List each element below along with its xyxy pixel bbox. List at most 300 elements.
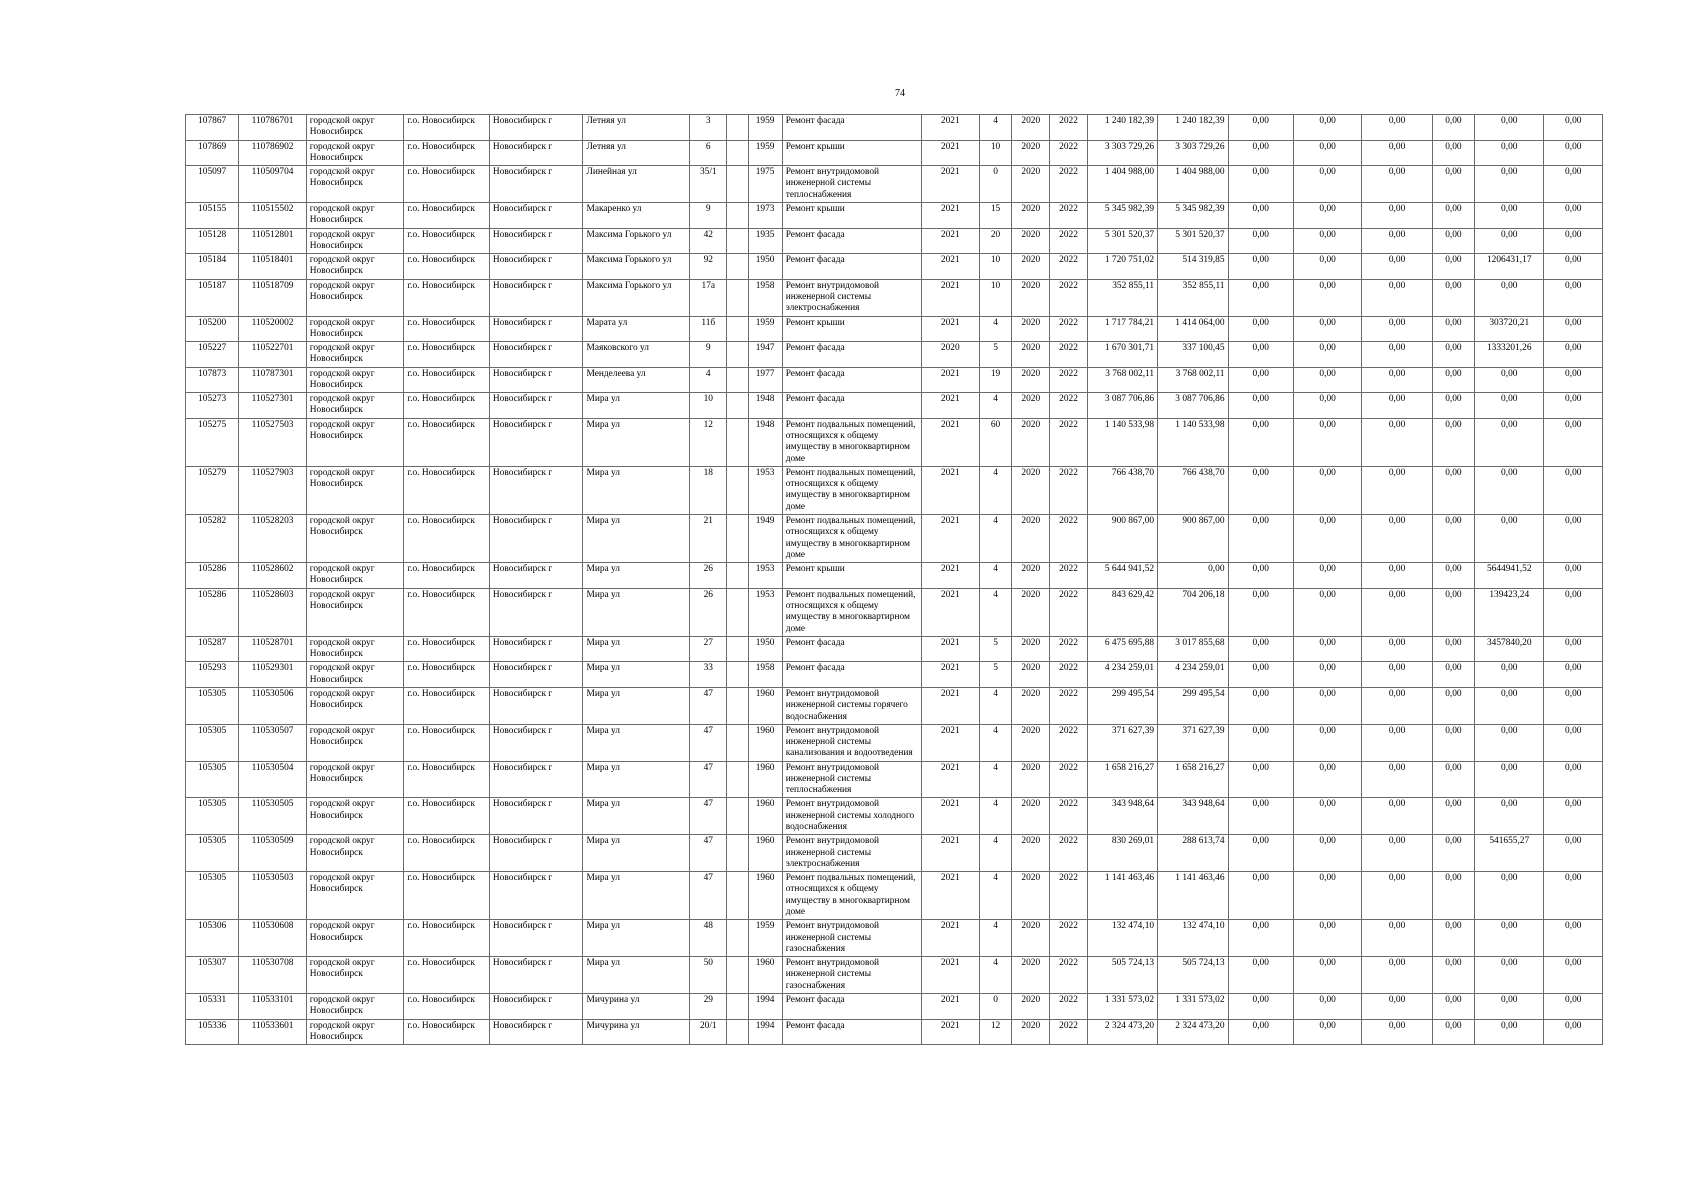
local-cell: 0,00 xyxy=(1362,316,1432,342)
house-number-cell: 6 xyxy=(690,140,727,166)
federal-cell: 0,00 xyxy=(1228,872,1293,920)
locality-cell: Новосибирск г xyxy=(489,316,583,342)
owners-cell: 0,00 xyxy=(1432,835,1474,872)
building-cell xyxy=(727,993,748,1019)
street-cell: Макаренко ул xyxy=(583,202,690,228)
year-built-cell: 1960 xyxy=(748,724,782,761)
locality-cell: Новосибирск г xyxy=(489,115,583,141)
end-year-cell: 2022 xyxy=(1050,515,1087,563)
work-type-cell: Ремонт фасада xyxy=(782,115,921,141)
house-id-cell: 105128 xyxy=(186,228,239,254)
building-cell xyxy=(727,342,748,368)
work-id-cell: 110786902 xyxy=(239,140,306,166)
house-id-cell: 105227 xyxy=(186,342,239,368)
year-built-cell: 1953 xyxy=(748,588,782,636)
settlement-cell: г.о. Новосибирск xyxy=(404,140,490,166)
table-row xyxy=(186,367,1603,393)
federal-cell: 0,00 xyxy=(1228,115,1293,141)
start-year-cell: 2020 xyxy=(1012,140,1050,166)
locality-cell: Новосибирск г xyxy=(489,228,583,254)
locality-cell: Новосибирск г xyxy=(489,166,583,203)
locality-cell: Новосибирск г xyxy=(489,872,583,920)
settlement-cell: г.о. Новосибирск xyxy=(404,316,490,342)
total-cost-cell: 830 269,01 xyxy=(1087,835,1157,872)
locality-cell: Новосибирск г xyxy=(489,342,583,368)
last-cell: 0,00 xyxy=(1544,228,1603,254)
house-number-cell: 27 xyxy=(690,636,727,662)
settlement-cell: г.о. Новосибирск xyxy=(404,515,490,563)
year-built-cell: 1960 xyxy=(748,687,782,724)
percent-cell: 10 xyxy=(979,140,1011,166)
house-number-cell: 92 xyxy=(690,254,727,280)
house-number-cell: 26 xyxy=(690,588,727,636)
house-id-cell: 105097 xyxy=(186,166,239,203)
federal-cell: 0,00 xyxy=(1228,588,1293,636)
percent-cell: 10 xyxy=(979,279,1011,316)
end-year-cell: 2022 xyxy=(1050,636,1087,662)
percent-cell: 0 xyxy=(979,166,1011,203)
end-year-cell: 2022 xyxy=(1050,166,1087,203)
locality-cell: Новосибирск г xyxy=(489,761,583,798)
street-cell: Максима Горького ул xyxy=(583,279,690,316)
end-year-cell: 2022 xyxy=(1050,957,1087,994)
plan-year-cell: 2021 xyxy=(921,228,979,254)
settlement-cell: г.о. Новосибирск xyxy=(404,202,490,228)
owners-cell: 0,00 xyxy=(1432,393,1474,419)
other-cell: 0,00 xyxy=(1475,872,1544,920)
local-cell: 0,00 xyxy=(1362,662,1432,688)
local-cell: 0,00 xyxy=(1362,342,1432,368)
table-row xyxy=(186,761,1603,798)
federal-cell: 0,00 xyxy=(1228,835,1293,872)
street-cell: Мира ул xyxy=(583,835,690,872)
settlement-cell: г.о. Новосибирск xyxy=(404,1019,490,1045)
end-year-cell: 2022 xyxy=(1050,393,1087,419)
work-type-cell: Ремонт внутридомовой инженерной системы электроснабжения xyxy=(782,279,921,316)
work-id-cell: 110528701 xyxy=(239,636,306,662)
total-cost-cell: 1 717 784,21 xyxy=(1087,316,1157,342)
street-cell: Летняя ул xyxy=(583,140,690,166)
end-year-cell: 2022 xyxy=(1050,279,1087,316)
end-year-cell: 2022 xyxy=(1050,316,1087,342)
work-id-cell: 110530509 xyxy=(239,835,306,872)
work-type-cell: Ремонт крыши xyxy=(782,563,921,589)
work-type-cell: Ремонт фасада xyxy=(782,367,921,393)
locality-cell: Новосибирск г xyxy=(489,798,583,835)
end-year-cell: 2022 xyxy=(1050,993,1087,1019)
federal-cell: 0,00 xyxy=(1228,228,1293,254)
street-cell: Менделеева ул xyxy=(583,367,690,393)
other-cell: 0,00 xyxy=(1475,418,1544,466)
regional-cell: 0,00 xyxy=(1293,687,1361,724)
total-cost-cell: 4 234 259,01 xyxy=(1087,662,1157,688)
other-cell: 1206431,17 xyxy=(1475,254,1544,280)
house-number-cell: 3 xyxy=(690,115,727,141)
table-row xyxy=(186,687,1603,724)
work-id-cell: 110533101 xyxy=(239,993,306,1019)
local-cell: 0,00 xyxy=(1362,393,1432,419)
regional-cell: 0,00 xyxy=(1293,957,1361,994)
last-cell: 0,00 xyxy=(1544,687,1603,724)
fund-cost-cell: 5 345 982,39 xyxy=(1158,202,1228,228)
house-number-cell: 11б xyxy=(690,316,727,342)
building-cell xyxy=(727,687,748,724)
fund-cost-cell: 1 658 216,27 xyxy=(1158,761,1228,798)
locality-cell: Новосибирск г xyxy=(489,687,583,724)
end-year-cell: 2022 xyxy=(1050,687,1087,724)
last-cell: 0,00 xyxy=(1544,662,1603,688)
plan-year-cell: 2021 xyxy=(921,367,979,393)
total-cost-cell: 1 670 301,71 xyxy=(1087,342,1157,368)
table-body xyxy=(186,115,1603,1045)
last-cell: 0,00 xyxy=(1544,563,1603,589)
locality-cell: Новосибирск г xyxy=(489,588,583,636)
work-type-cell: Ремонт фасада xyxy=(782,254,921,280)
total-cost-cell: 1 658 216,27 xyxy=(1087,761,1157,798)
year-built-cell: 1959 xyxy=(748,140,782,166)
plan-year-cell: 2021 xyxy=(921,588,979,636)
regional-cell: 0,00 xyxy=(1293,636,1361,662)
municipality-cell: городской округ Новосибирск xyxy=(306,367,404,393)
municipality-cell: городской округ Новосибирск xyxy=(306,724,404,761)
work-type-cell: Ремонт внутридомовой инженерной системы теплоснабжения xyxy=(782,761,921,798)
last-cell: 0,00 xyxy=(1544,872,1603,920)
other-cell: 303720,21 xyxy=(1475,316,1544,342)
settlement-cell: г.о. Новосибирск xyxy=(404,636,490,662)
other-cell: 0,00 xyxy=(1475,228,1544,254)
fund-cost-cell: 132 474,10 xyxy=(1158,920,1228,957)
work-id-cell: 110528203 xyxy=(239,515,306,563)
work-id-cell: 110509704 xyxy=(239,166,306,203)
building-cell xyxy=(727,636,748,662)
owners-cell: 0,00 xyxy=(1432,761,1474,798)
last-cell: 0,00 xyxy=(1544,418,1603,466)
building-cell xyxy=(727,254,748,280)
start-year-cell: 2020 xyxy=(1012,636,1050,662)
work-type-cell: Ремонт фасада xyxy=(782,636,921,662)
start-year-cell: 2020 xyxy=(1012,393,1050,419)
owners-cell: 0,00 xyxy=(1432,202,1474,228)
end-year-cell: 2022 xyxy=(1050,872,1087,920)
municipality-cell: городской округ Новосибирск xyxy=(306,418,404,466)
end-year-cell: 2022 xyxy=(1050,254,1087,280)
work-id-cell: 110529301 xyxy=(239,662,306,688)
house-number-cell: 20/1 xyxy=(690,1019,727,1045)
municipality-cell: городской округ Новосибирск xyxy=(306,920,404,957)
work-id-cell: 110530505 xyxy=(239,798,306,835)
percent-cell: 4 xyxy=(979,872,1011,920)
building-cell xyxy=(727,418,748,466)
building-cell xyxy=(727,367,748,393)
house-id-cell: 105286 xyxy=(186,588,239,636)
plan-year-cell: 2021 xyxy=(921,1019,979,1045)
house-id-cell: 105336 xyxy=(186,1019,239,1045)
percent-cell: 4 xyxy=(979,466,1011,514)
work-id-cell: 110530708 xyxy=(239,957,306,994)
table-row xyxy=(186,588,1603,636)
federal-cell: 0,00 xyxy=(1228,515,1293,563)
house-id-cell: 105273 xyxy=(186,393,239,419)
building-cell xyxy=(727,279,748,316)
work-type-cell: Ремонт внутридомовой инженерной системы горячего водоснабжения xyxy=(782,687,921,724)
end-year-cell: 2022 xyxy=(1050,798,1087,835)
locality-cell: Новосибирск г xyxy=(489,957,583,994)
start-year-cell: 2020 xyxy=(1012,367,1050,393)
regional-cell: 0,00 xyxy=(1293,920,1361,957)
owners-cell: 0,00 xyxy=(1432,687,1474,724)
local-cell: 0,00 xyxy=(1362,563,1432,589)
federal-cell: 0,00 xyxy=(1228,662,1293,688)
last-cell: 0,00 xyxy=(1544,1019,1603,1045)
year-built-cell: 1950 xyxy=(748,636,782,662)
building-cell xyxy=(727,140,748,166)
house-number-cell: 48 xyxy=(690,920,727,957)
federal-cell: 0,00 xyxy=(1228,920,1293,957)
house-id-cell: 105307 xyxy=(186,957,239,994)
owners-cell: 0,00 xyxy=(1432,254,1474,280)
locality-cell: Новосибирск г xyxy=(489,993,583,1019)
start-year-cell: 2020 xyxy=(1012,515,1050,563)
last-cell: 0,00 xyxy=(1544,515,1603,563)
start-year-cell: 2020 xyxy=(1012,1019,1050,1045)
start-year-cell: 2020 xyxy=(1012,761,1050,798)
owners-cell: 0,00 xyxy=(1432,342,1474,368)
table-row xyxy=(186,316,1603,342)
work-id-cell: 110518401 xyxy=(239,254,306,280)
last-cell: 0,00 xyxy=(1544,920,1603,957)
total-cost-cell: 3 087 706,86 xyxy=(1087,393,1157,419)
house-id-cell: 105184 xyxy=(186,254,239,280)
other-cell: 0,00 xyxy=(1475,687,1544,724)
house-id-cell: 107869 xyxy=(186,140,239,166)
locality-cell: Новосибирск г xyxy=(489,1019,583,1045)
street-cell: Максима Горького ул xyxy=(583,228,690,254)
street-cell: Мира ул xyxy=(583,662,690,688)
plan-year-cell: 2021 xyxy=(921,920,979,957)
settlement-cell: г.о. Новосибирск xyxy=(404,342,490,368)
owners-cell: 0,00 xyxy=(1432,724,1474,761)
municipality-cell: городской округ Новосибирск xyxy=(306,687,404,724)
street-cell: Мичурина ул xyxy=(583,1019,690,1045)
year-built-cell: 1975 xyxy=(748,166,782,203)
locality-cell: Новосибирск г xyxy=(489,140,583,166)
work-type-cell: Ремонт подвальных помещений, относящихся к общему имуществу в многоквартирном доме xyxy=(782,872,921,920)
last-cell: 0,00 xyxy=(1544,342,1603,368)
start-year-cell: 2020 xyxy=(1012,872,1050,920)
federal-cell: 0,00 xyxy=(1228,466,1293,514)
local-cell: 0,00 xyxy=(1362,798,1432,835)
total-cost-cell: 1 404 988,00 xyxy=(1087,166,1157,203)
work-id-cell: 110520002 xyxy=(239,316,306,342)
other-cell: 541655,27 xyxy=(1475,835,1544,872)
house-number-cell: 47 xyxy=(690,798,727,835)
total-cost-cell: 1 240 182,39 xyxy=(1087,115,1157,141)
plan-year-cell: 2021 xyxy=(921,993,979,1019)
year-built-cell: 1959 xyxy=(748,316,782,342)
plan-year-cell: 2021 xyxy=(921,254,979,280)
street-cell: Линейная ул xyxy=(583,166,690,203)
percent-cell: 60 xyxy=(979,418,1011,466)
year-built-cell: 1958 xyxy=(748,279,782,316)
street-cell: Мира ул xyxy=(583,393,690,419)
work-type-cell: Ремонт внутридомовой инженерной системы теплоснабжения xyxy=(782,166,921,203)
other-cell: 0,00 xyxy=(1475,115,1544,141)
table-row xyxy=(186,393,1603,419)
locality-cell: Новосибирск г xyxy=(489,202,583,228)
plan-year-cell: 2021 xyxy=(921,724,979,761)
plan-year-cell: 2021 xyxy=(921,140,979,166)
local-cell: 0,00 xyxy=(1362,367,1432,393)
last-cell: 0,00 xyxy=(1544,798,1603,835)
local-cell: 0,00 xyxy=(1362,687,1432,724)
fund-cost-cell: 299 495,54 xyxy=(1158,687,1228,724)
municipality-cell: городской округ Новосибирск xyxy=(306,872,404,920)
percent-cell: 19 xyxy=(979,367,1011,393)
work-id-cell: 110786701 xyxy=(239,115,306,141)
federal-cell: 0,00 xyxy=(1228,418,1293,466)
house-id-cell: 107873 xyxy=(186,367,239,393)
table-row xyxy=(186,724,1603,761)
house-id-cell: 105286 xyxy=(186,563,239,589)
building-cell xyxy=(727,393,748,419)
end-year-cell: 2022 xyxy=(1050,140,1087,166)
work-id-cell: 110530504 xyxy=(239,761,306,798)
percent-cell: 20 xyxy=(979,228,1011,254)
local-cell: 0,00 xyxy=(1362,872,1432,920)
regional-cell: 0,00 xyxy=(1293,563,1361,589)
table-row xyxy=(186,1019,1603,1045)
start-year-cell: 2020 xyxy=(1012,316,1050,342)
settlement-cell: г.о. Новосибирск xyxy=(404,418,490,466)
last-cell: 0,00 xyxy=(1544,636,1603,662)
owners-cell: 0,00 xyxy=(1432,279,1474,316)
year-built-cell: 1973 xyxy=(748,202,782,228)
owners-cell: 0,00 xyxy=(1432,662,1474,688)
street-cell: Мира ул xyxy=(583,418,690,466)
percent-cell: 5 xyxy=(979,342,1011,368)
building-cell xyxy=(727,920,748,957)
federal-cell: 0,00 xyxy=(1228,254,1293,280)
local-cell: 0,00 xyxy=(1362,279,1432,316)
owners-cell: 0,00 xyxy=(1432,228,1474,254)
federal-cell: 0,00 xyxy=(1228,316,1293,342)
house-number-cell: 4 xyxy=(690,367,727,393)
house-id-cell: 105306 xyxy=(186,920,239,957)
regional-cell: 0,00 xyxy=(1293,872,1361,920)
table-row xyxy=(186,662,1603,688)
year-built-cell: 1950 xyxy=(748,254,782,280)
work-type-cell: Ремонт подвальных помещений, относящихся к общему имуществу в многоквартирном доме xyxy=(782,418,921,466)
table-row xyxy=(186,798,1603,835)
repair-registry-table xyxy=(185,114,1603,1045)
total-cost-cell: 343 948,64 xyxy=(1087,798,1157,835)
fund-cost-cell: 3 768 002,11 xyxy=(1158,367,1228,393)
page-number: 74 xyxy=(895,88,905,99)
year-built-cell: 1947 xyxy=(748,342,782,368)
last-cell: 0,00 xyxy=(1544,140,1603,166)
start-year-cell: 2020 xyxy=(1012,798,1050,835)
fund-cost-cell: 4 234 259,01 xyxy=(1158,662,1228,688)
work-id-cell: 110533601 xyxy=(239,1019,306,1045)
last-cell: 0,00 xyxy=(1544,761,1603,798)
percent-cell: 4 xyxy=(979,316,1011,342)
house-number-cell: 35/1 xyxy=(690,166,727,203)
table-row xyxy=(186,418,1603,466)
total-cost-cell: 5 345 982,39 xyxy=(1087,202,1157,228)
work-type-cell: Ремонт внутридомовой инженерной системы газоснабжения xyxy=(782,957,921,994)
end-year-cell: 2022 xyxy=(1050,228,1087,254)
owners-cell: 0,00 xyxy=(1432,466,1474,514)
table-row xyxy=(186,342,1603,368)
regional-cell: 0,00 xyxy=(1293,367,1361,393)
owners-cell: 0,00 xyxy=(1432,115,1474,141)
work-type-cell: Ремонт внутридомовой инженерной системы канализования и водоотведения xyxy=(782,724,921,761)
work-id-cell: 110527301 xyxy=(239,393,306,419)
plan-year-cell: 2021 xyxy=(921,687,979,724)
table-row xyxy=(186,563,1603,589)
street-cell: Мира ул xyxy=(583,724,690,761)
percent-cell: 4 xyxy=(979,515,1011,563)
municipality-cell: городской округ Новосибирск xyxy=(306,140,404,166)
settlement-cell: г.о. Новосибирск xyxy=(404,662,490,688)
work-type-cell: Ремонт подвальных помещений, относящихся к общему имуществу в многоквартирном доме xyxy=(782,588,921,636)
fund-cost-cell: 337 100,45 xyxy=(1158,342,1228,368)
other-cell: 0,00 xyxy=(1475,202,1544,228)
house-id-cell: 105305 xyxy=(186,798,239,835)
table-row xyxy=(186,115,1603,141)
plan-year-cell: 2021 xyxy=(921,835,979,872)
year-built-cell: 1959 xyxy=(748,920,782,957)
municipality-cell: городской округ Новосибирск xyxy=(306,202,404,228)
municipality-cell: городской округ Новосибирск xyxy=(306,563,404,589)
end-year-cell: 2022 xyxy=(1050,761,1087,798)
other-cell: 0,00 xyxy=(1475,993,1544,1019)
year-built-cell: 1953 xyxy=(748,466,782,514)
fund-cost-cell: 704 206,18 xyxy=(1158,588,1228,636)
building-cell xyxy=(727,957,748,994)
building-cell xyxy=(727,662,748,688)
end-year-cell: 2022 xyxy=(1050,835,1087,872)
start-year-cell: 2020 xyxy=(1012,202,1050,228)
local-cell: 0,00 xyxy=(1362,140,1432,166)
local-cell: 0,00 xyxy=(1362,202,1432,228)
end-year-cell: 2022 xyxy=(1050,202,1087,228)
plan-year-cell: 2021 xyxy=(921,166,979,203)
federal-cell: 0,00 xyxy=(1228,202,1293,228)
other-cell: 0,00 xyxy=(1475,920,1544,957)
work-id-cell: 110528603 xyxy=(239,588,306,636)
regional-cell: 0,00 xyxy=(1293,342,1361,368)
year-built-cell: 1994 xyxy=(748,993,782,1019)
house-id-cell: 105287 xyxy=(186,636,239,662)
municipality-cell: городской округ Новосибирск xyxy=(306,279,404,316)
building-cell xyxy=(727,835,748,872)
other-cell: 3457840,20 xyxy=(1475,636,1544,662)
percent-cell: 12 xyxy=(979,1019,1011,1045)
table-row xyxy=(186,466,1603,514)
plan-year-cell: 2020 xyxy=(921,342,979,368)
percent-cell: 4 xyxy=(979,761,1011,798)
locality-cell: Новосибирск г xyxy=(489,515,583,563)
house-number-cell: 18 xyxy=(690,466,727,514)
other-cell: 0,00 xyxy=(1475,279,1544,316)
street-cell: Максима Горького ул xyxy=(583,254,690,280)
total-cost-cell: 6 475 695,88 xyxy=(1087,636,1157,662)
street-cell: Мира ул xyxy=(583,588,690,636)
last-cell: 0,00 xyxy=(1544,466,1603,514)
plan-year-cell: 2021 xyxy=(921,515,979,563)
start-year-cell: 2020 xyxy=(1012,254,1050,280)
